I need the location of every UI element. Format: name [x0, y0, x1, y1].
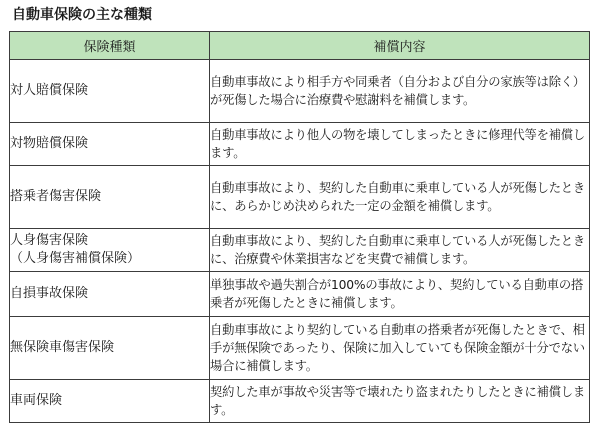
header-insurance-type: 保険種類 [10, 32, 210, 60]
coverage-description: 単独事故や過失割合が100%の事故により、契約している自動車の搭乗者が死傷したときに補償します。 [210, 272, 590, 317]
insurance-type-cell [10, 60, 210, 123]
coverage-description: 自動車事故により、契約した自動車に乗車している人が死傷したときに、あらかじめ決められた一定の金額を補償します。 [210, 166, 590, 229]
insurance-type-label: 対人賠償保険 [10, 83, 89, 98]
insurance-type-cell [10, 317, 210, 380]
coverage-description: 自動車事故により契約している自動車の搭乗者が死傷したときで、相手が無保険であったり、保険に加入していても保険金額が十分でない場合に補償します。 [210, 317, 590, 380]
insurance-type-label: 対物賠償保険 [10, 136, 89, 151]
page-title: 自動車保険の主な種類 [12, 7, 152, 23]
coverage-description: 自動車事故により相手方や同乗者（自分および自分の家族等は除く）が死傷した場合に治療費や慰謝料を補償します。 [210, 60, 590, 123]
insurance-type-cell [10, 123, 210, 166]
insurance-type-sublabel: （人身傷害補償保険） [10, 251, 141, 266]
insurance-type-label: 搭乗者傷害保険 [10, 189, 102, 204]
table-row [10, 272, 590, 317]
coverage-description: 自動車事故により他人の物を壊してしまったときに修理代等を補償します。 [210, 123, 590, 166]
coverage-description: 自動車事故により、契約した自動車に乗車している人が死傷したときに、治療費や休業損害などを実費で補償します。 [210, 229, 590, 272]
insurance-type-label: 自損事故保険 [10, 286, 89, 301]
insurance-type-label: 人身傷害保険 [10, 233, 89, 248]
insurance-type-label: 車両保険 [10, 393, 63, 408]
table-row [10, 380, 590, 423]
insurance-type-cell [10, 380, 210, 423]
table-header-row [10, 32, 590, 60]
table-row [10, 166, 590, 229]
insurance-type-cell [10, 229, 210, 272]
insurance-types-table [9, 31, 590, 423]
table-row [10, 317, 590, 380]
insurance-type-cell [10, 272, 210, 317]
coverage-description: 契約した車が事故や災害等で壊れたり盗まれたりしたときに補償します。 [210, 380, 590, 423]
table-row [10, 123, 590, 166]
table-row [10, 229, 590, 272]
table-row [10, 60, 590, 123]
insurance-type-label: 無保険車傷害保険 [10, 340, 115, 355]
insurance-type-cell [10, 166, 210, 229]
header-coverage: 補償内容 [210, 32, 590, 60]
